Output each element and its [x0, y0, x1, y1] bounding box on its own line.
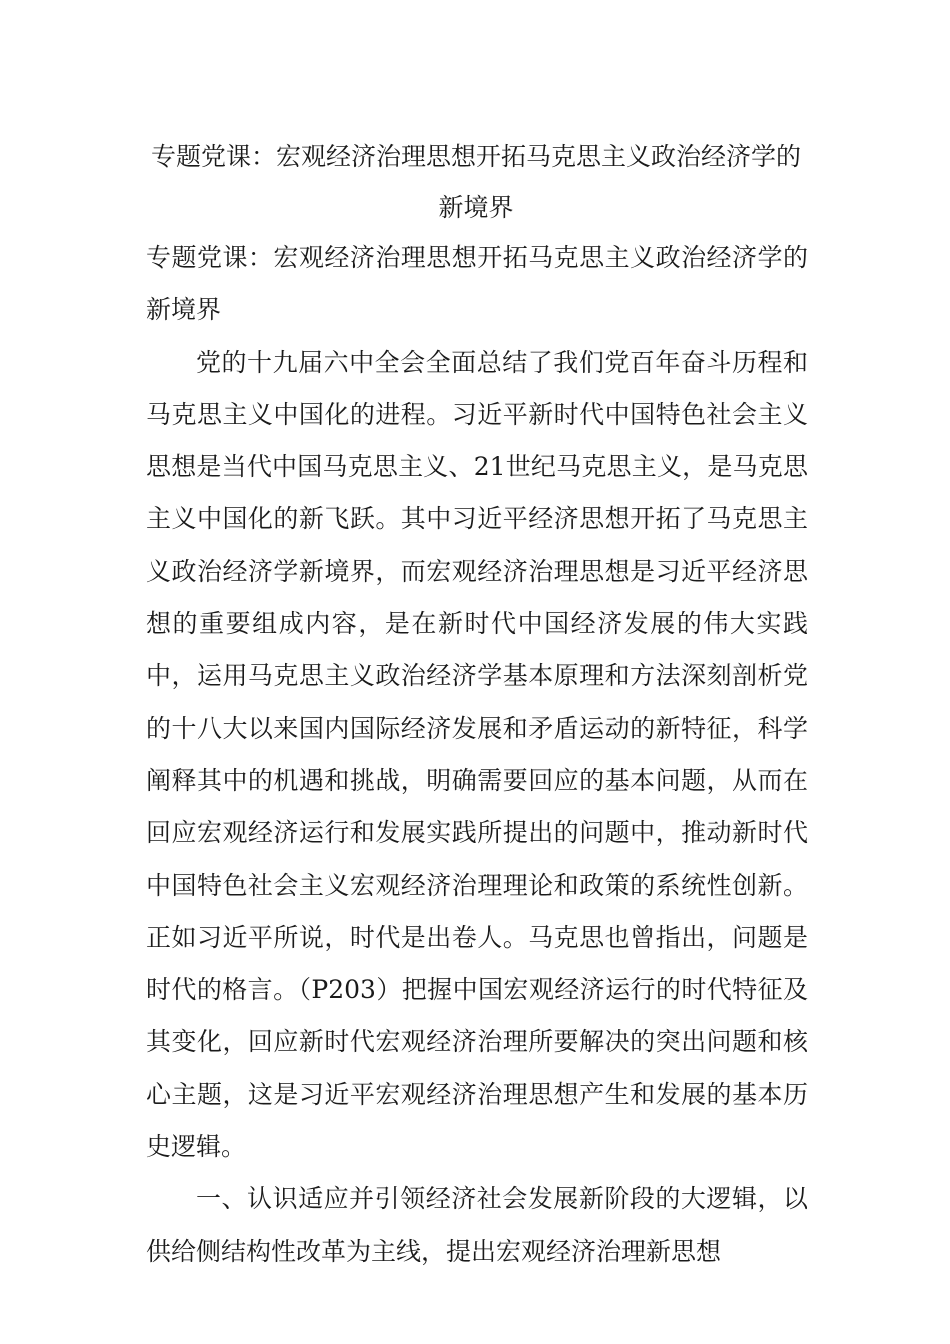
document-title: 专题党课：宏观经济治理思想开拓马克思主义政治经济学的新境界 [150, 142, 801, 222]
section-heading: 一、认识适应并引领经济社会发展新阶段的大逻辑，以供给侧结构性改革为主线，提出宏观经济治理新思想 [146, 1184, 808, 1266]
body-paragraph: 党的十九届六中全会全面总结了我们党百年奋斗历程和马克思主义中国化的进程。习近平新时代中国特色社会主义思想是当代中国马克思主义、21世纪马克思主义，是马克思主义中国化的新飞跃。其中习近平经济思想开拓了马克思主义政治经济学新境界，而宏观经济治理思想是习近平经济思想的重要组成内容，是在新时代中国经济发展的伟大实践中，运用马克思主义政治经济学基本原理和方法深刻剖析党的十八大以来国内国际经济发展和矛盾运动的新特征，科学阐释其中的机遇和挑战，明确需要回应的基本问题，从而在回应宏观经济运行和发展实践所提出的问题中，推动新时代中国特色社会主义宏观经济治理理论和政策的系统性创新。正如习近平所说，时代是出卷人。马克思也曾指出，问题是时代的格言。（P203）把握中国宏观经济运行的时代特征及其变化，回应新时代宏观经济治理所要解决的突出问题和核心主题，这是习近平宏观经济治理思想产生和发展的基本历史逻辑。 [146, 347, 808, 1162]
repeated-title: 专题党课：宏观经济治理思想开拓马克思主义政治经济学的新境界 [146, 243, 808, 325]
document-body [146, 232, 808, 1278]
